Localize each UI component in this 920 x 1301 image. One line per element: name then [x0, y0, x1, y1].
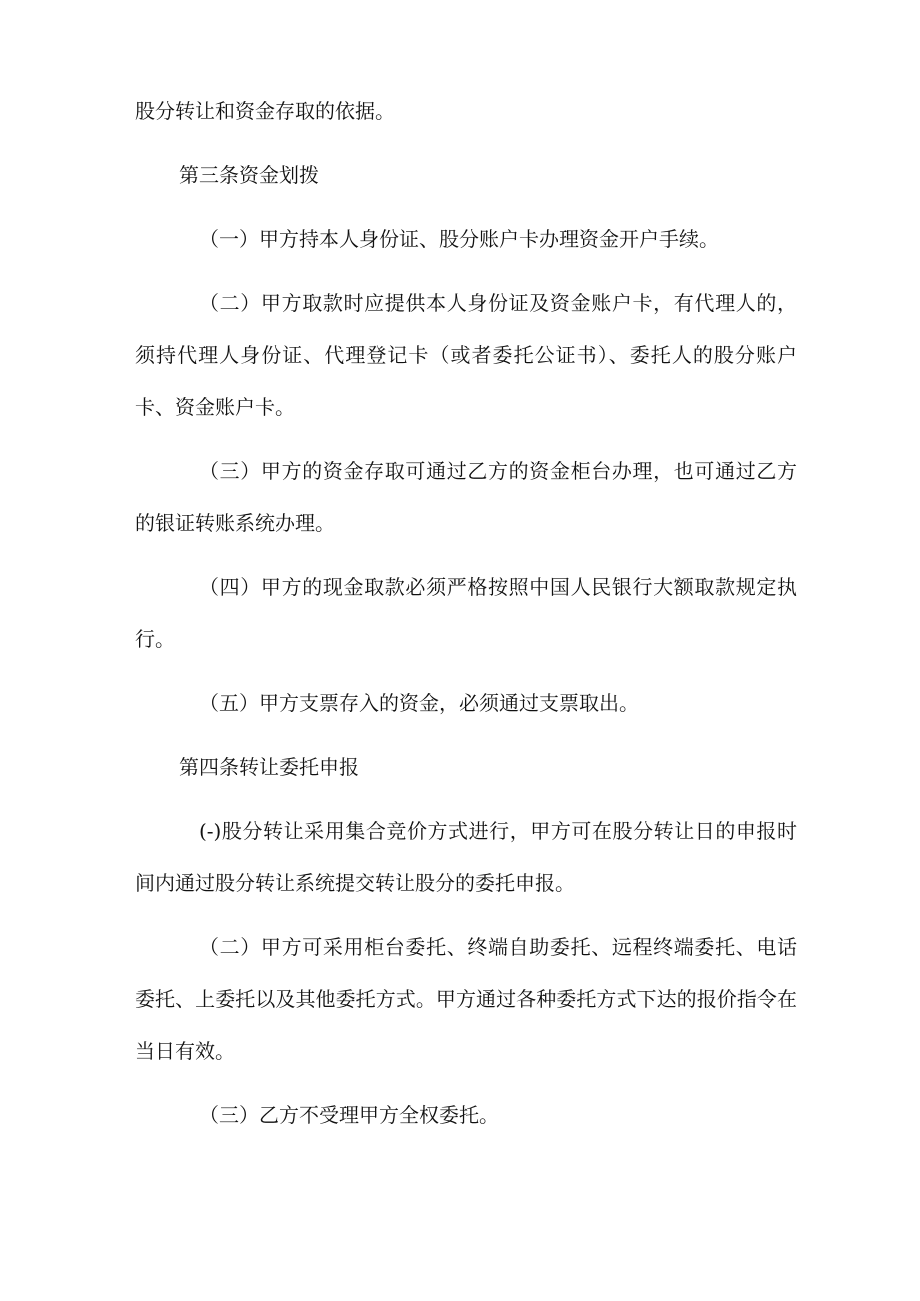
article-4-item-3: （三）乙方不受理甲方全权委托。 — [199, 1103, 499, 1127]
article-3-item-5: （五）甲方支票存入的资金，必须通过支票取出。 — [199, 691, 639, 715]
article-3-item-1: （一）甲方持本人身份证、股分账户卡办理资金开户手续。 — [199, 227, 719, 251]
article-4-heading: 第四条转让委托申报 — [179, 755, 359, 779]
article-3-item-3: （三）甲方的资金存取可通过乙方的资金柜台办理，也可通过乙方的银证转账系统办理。 — [135, 459, 797, 535]
article-3-heading: 第三条资金划拨 — [179, 163, 319, 187]
article-3-item-4: （四）甲方的现金取款必须严格按照中国人民银行大额取款规定执行。 — [135, 575, 797, 651]
article-4-item-1: (-)股分转让采用集合竞价方式进行，甲方可在股分转让日的申报时间内通过股分转让系统提交转让股分的委托申报。 — [135, 819, 797, 895]
article-4-item-2: （二）甲方可采用柜台委托、终端自助委托、远程终端委托、电话委托、上委托以及其他委托方式。甲方通过各种委托方式下达的报价指令在当日有效。 — [135, 935, 797, 1063]
article-3-item-2: （二）甲方取款时应提供本人身份证及资金账户卡，有代理人的，须持代理人身份证、代理登记卡（或者委托公证书）、委托人的股分账户卡、资金账户卡。 — [135, 291, 797, 419]
paragraph-continuation: 股分转让和资金存取的依据。 — [135, 99, 395, 123]
document-body — [135, 85, 797, 1153]
